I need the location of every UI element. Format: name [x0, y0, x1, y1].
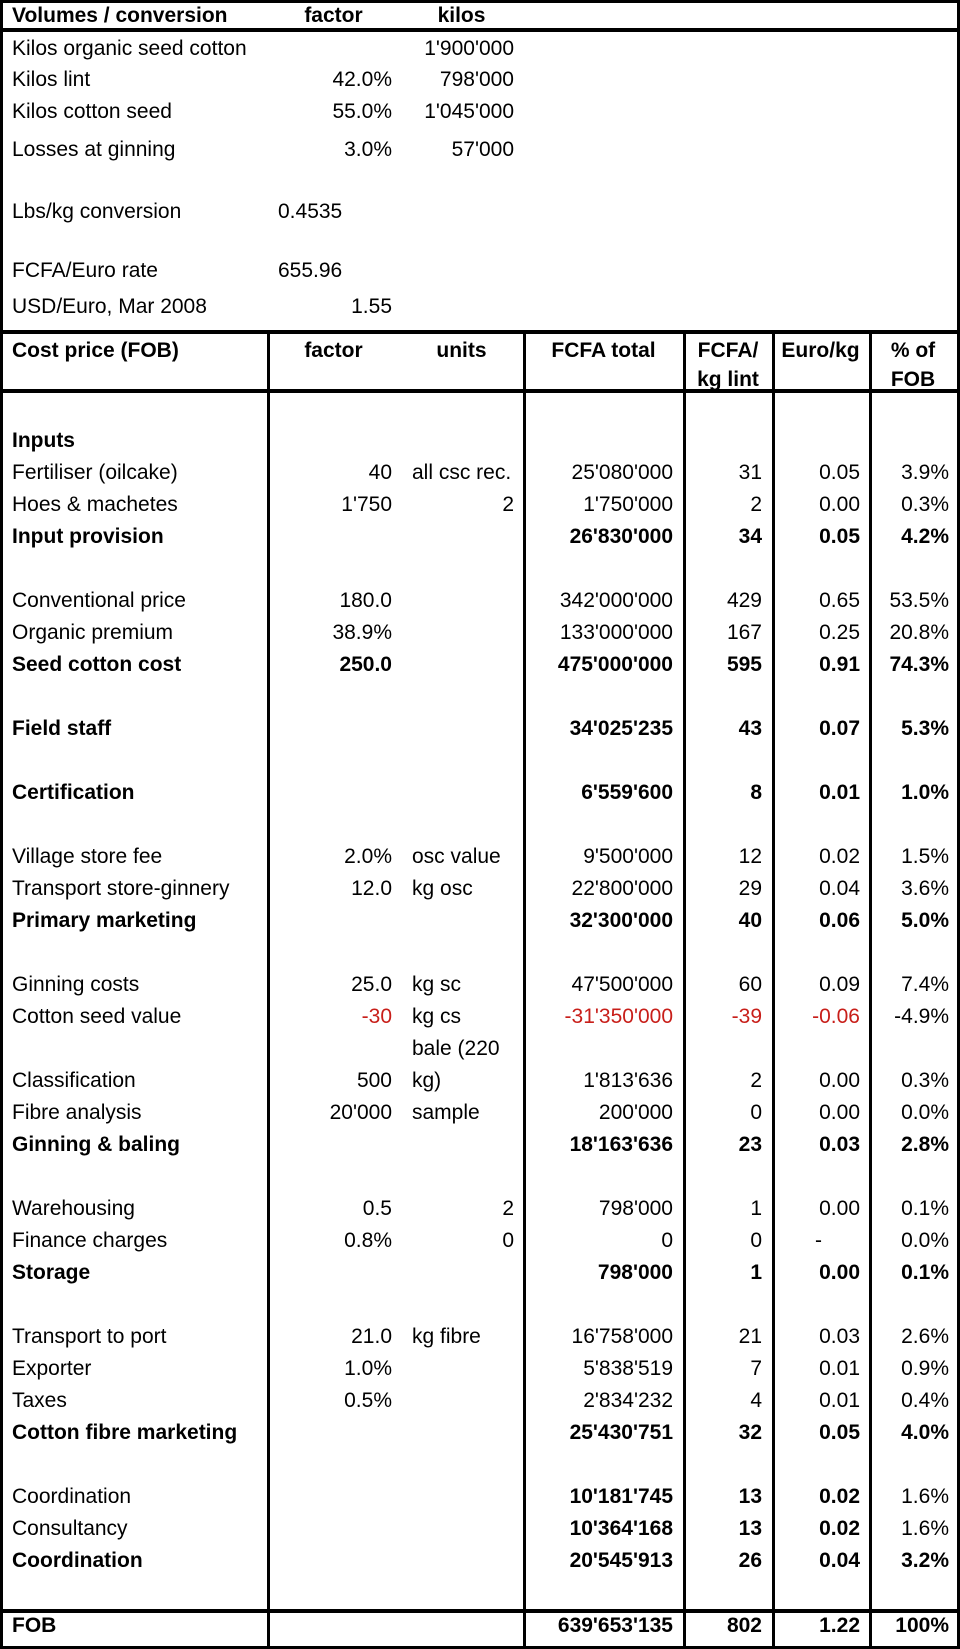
factor-cell: 20'000: [329, 1101, 392, 1124]
fcfa-per-kg-cell: 40: [738, 909, 762, 932]
pct-of-fob-cell: 0.9%: [901, 1357, 949, 1380]
pct-of-fob-cell: 0.3%: [901, 493, 949, 516]
fob-fcfa-total: 639'653'135: [557, 1613, 673, 1637]
cost-header-factor: factor: [304, 339, 363, 362]
fcfa-per-kg-cell: 12: [738, 845, 762, 868]
euro-per-kg-cell: -: [815, 1229, 822, 1252]
cost-row: [3, 425, 957, 457]
cost-row: [3, 1545, 957, 1577]
euro-per-kg-cell: 0.02: [819, 1485, 860, 1508]
fcfa-total-cell: 5'838'519: [583, 1357, 673, 1380]
volumes-kilos-value: 798'000: [439, 68, 514, 92]
fcfa-total-cell: 16'758'000: [571, 1325, 673, 1348]
volumes-factor-value: 655.96: [278, 259, 343, 283]
volumes-row: [3, 96, 957, 128]
cost-header-euro-per-kg: Euro/kg: [781, 339, 860, 362]
factor-cell: 500: [356, 1069, 392, 1092]
euro-per-kg-cell: 0.05: [819, 525, 860, 548]
euro-per-kg-cell: 0.01: [819, 1357, 860, 1380]
cost-header-row: [3, 334, 957, 393]
fcfa-per-kg-cell: 32: [738, 1421, 762, 1444]
cost-row-label: Input provision: [12, 525, 164, 548]
fcfa-total-cell: 133'000'000: [559, 621, 673, 644]
units-cell: kg): [412, 1069, 442, 1092]
fcfa-total-cell: 18'163'636: [569, 1133, 673, 1156]
cost-row: [3, 809, 957, 841]
euro-per-kg-cell: 0.00: [819, 1261, 860, 1284]
fcfa-total-cell: 798'000: [598, 1197, 673, 1220]
cost-row: [3, 905, 957, 937]
fcfa-total-cell: 9'500'000: [583, 845, 673, 868]
cost-row: [3, 713, 957, 745]
cost-row: [3, 649, 957, 681]
fcfa-per-kg-cell: 0: [750, 1229, 762, 1252]
fcfa-per-kg-cell: 167: [726, 621, 762, 644]
cost-row: [3, 1353, 957, 1385]
cost-row-label: Organic premium: [12, 621, 174, 644]
pct-of-fob-cell: 0.0%: [901, 1229, 949, 1252]
euro-per-kg-cell: 0.07: [819, 717, 860, 740]
euro-per-kg-cell: -0.06: [812, 1005, 860, 1028]
cost-row: [3, 937, 957, 969]
factor-cell: -30: [361, 1005, 392, 1028]
factor-cell: 0.5: [362, 1197, 392, 1220]
fcfa-per-kg-cell: 23: [738, 1133, 762, 1156]
fcfa-per-kg-cell: 8: [750, 781, 762, 804]
euro-per-kg-cell: 0.65: [819, 589, 860, 612]
fcfa-total-cell: 798'000: [597, 1261, 673, 1284]
fob-label: FOB: [12, 1613, 57, 1637]
euro-per-kg-cell: 0.00: [819, 493, 860, 516]
factor-cell: 12.0: [351, 877, 392, 900]
volumes-conversion-table: [3, 3, 957, 330]
fcfa-total-cell: 25'080'000: [571, 461, 673, 484]
cost-row: [3, 1321, 957, 1353]
cost-row-label: Taxes: [12, 1389, 67, 1412]
fcfa-per-kg-cell: 7: [750, 1357, 762, 1380]
fcfa-total-cell: 32'300'000: [569, 909, 673, 932]
fcfa-total-cell: 0: [661, 1229, 673, 1252]
fcfa-total-cell: -31'350'000: [564, 1005, 673, 1028]
pct-of-fob-cell: 4.0%: [901, 1421, 949, 1444]
cost-row-label: Coordination: [12, 1485, 132, 1508]
euro-per-kg-cell: 0.01: [819, 781, 860, 804]
factor-cell: 25.0: [351, 973, 392, 996]
pct-of-fob-cell: 3.9%: [901, 461, 949, 484]
volumes-kilos-value: 57'000: [451, 138, 514, 162]
euro-per-kg-cell: 0.02: [819, 845, 860, 868]
euro-per-kg-cell: 0.01: [819, 1389, 860, 1412]
cost-header-pct-line1: % of: [890, 339, 936, 362]
cost-row: [3, 1065, 957, 1097]
fcfa-per-kg-cell: 21: [738, 1325, 762, 1348]
fcfa-total-cell: 1'750'000: [583, 493, 673, 516]
units-cell: kg cs: [412, 1005, 462, 1028]
fcfa-total-cell: 25'430'751: [569, 1421, 673, 1444]
cost-row-label: Warehousing: [12, 1197, 135, 1220]
euro-per-kg-cell: 0.05: [819, 1421, 860, 1444]
euro-per-kg-cell: 0.02: [819, 1517, 860, 1540]
cost-header-fcfa-per-kg-line1: FCFA/: [697, 339, 759, 362]
fcfa-total-cell: 10'364'168: [569, 1517, 673, 1540]
cost-header-title: Cost price (FOB): [12, 339, 179, 362]
units-cell: kg sc: [412, 973, 462, 996]
factor-cell: 40: [368, 461, 392, 484]
euro-per-kg-cell: 0.00: [819, 1069, 860, 1092]
cost-row-label: Field staff: [12, 717, 112, 740]
fcfa-total-cell: 6'559'600: [581, 781, 673, 804]
fcfa-per-kg-cell: 31: [738, 461, 762, 484]
cost-header-pct-line2: FOB: [890, 368, 936, 391]
fcfa-total-cell: 22'800'000: [571, 877, 673, 900]
cost-rows: [3, 393, 957, 1609]
volumes-row: [3, 65, 957, 97]
volumes-row: [3, 135, 957, 167]
fob-fcfa-per-kg: 802: [726, 1613, 762, 1637]
volumes-row-label: USD/Euro, Mar 2008: [12, 294, 207, 318]
volumes-row-label: Lbs/kg conversion: [12, 199, 182, 223]
factor-cell: 180.0: [339, 589, 392, 612]
volumes-header-row: [3, 3, 957, 32]
column-divider: [267, 334, 270, 1646]
volumes-header-factor: factor: [304, 3, 363, 27]
cost-row: [3, 969, 957, 1001]
cost-row: [3, 1033, 957, 1065]
fcfa-per-kg-cell: 26: [738, 1549, 762, 1572]
units-cell: sample: [412, 1101, 480, 1124]
pct-of-fob-cell: 1.0%: [901, 781, 949, 804]
column-divider: [772, 334, 775, 1646]
fcfa-total-cell: 47'500'000: [571, 973, 673, 996]
cost-row-label: Primary marketing: [12, 909, 197, 932]
volumes-row-label: Kilos cotton seed: [12, 99, 172, 123]
fcfa-total-cell: 200'000: [598, 1101, 673, 1124]
factor-cell: 1'750: [341, 493, 392, 516]
cost-row: [3, 393, 957, 425]
cost-row-label: Exporter: [12, 1357, 92, 1380]
cost-header-units: units: [436, 339, 487, 362]
cost-row-label: Transport to port: [12, 1325, 167, 1348]
cost-header-fcfa-per-kg: [684, 336, 772, 389]
pct-of-fob-cell: 4.2%: [901, 525, 949, 548]
pct-of-fob-cell: 3.6%: [901, 877, 949, 900]
cost-row: [3, 1225, 957, 1257]
pct-of-fob-cell: 2.6%: [901, 1325, 949, 1348]
volumes-row-label: FCFA/Euro rate: [12, 259, 158, 283]
cost-row-label: Classification: [12, 1069, 136, 1092]
pct-of-fob-cell: 1.6%: [901, 1517, 949, 1540]
euro-per-kg-cell: 0.91: [819, 653, 860, 676]
euro-per-kg-cell: 0.04: [819, 877, 860, 900]
pct-of-fob-cell: 0.3%: [901, 1069, 949, 1092]
euro-per-kg-cell: 0.25: [819, 621, 860, 644]
cost-row: [3, 1161, 957, 1193]
euro-per-kg-cell: 0.04: [819, 1549, 860, 1572]
column-divider: [869, 334, 872, 1646]
pct-of-fob-cell: 74.3%: [889, 653, 949, 676]
cost-row: [3, 553, 957, 585]
cost-row: [3, 1097, 957, 1129]
fcfa-total-cell: 20'545'913: [569, 1549, 673, 1572]
fob-pct: 100%: [895, 1613, 949, 1637]
cost-row-label: Village store fee: [12, 845, 163, 868]
column-divider: [683, 334, 686, 1646]
cost-header-pct-of-fob: [869, 336, 957, 389]
cost-row: [3, 681, 957, 713]
units-cell: osc value: [412, 845, 501, 868]
volumes-row-label: Kilos organic seed cotton: [12, 36, 247, 60]
fcfa-total-cell: 342'000'000: [559, 589, 673, 612]
cost-row: [3, 585, 957, 617]
volumes-rows: [3, 32, 957, 323]
fcfa-per-kg-cell: 60: [738, 973, 762, 996]
units-cell: 0: [502, 1229, 514, 1252]
units-cell: all csc rec.: [412, 461, 512, 484]
fcfa-total-cell: 26'830'000: [569, 525, 673, 548]
fcfa-per-kg-cell: 13: [738, 1485, 762, 1508]
euro-per-kg-cell: 0.09: [819, 973, 860, 996]
fcfa-per-kg-cell: 43: [738, 717, 762, 740]
pct-of-fob-cell: 0.1%: [901, 1261, 949, 1284]
pct-of-fob-cell: -4.9%: [894, 1005, 949, 1028]
cost-row: [3, 841, 957, 873]
cost-row: [3, 1289, 957, 1321]
cost-row: [3, 1257, 957, 1289]
cost-row-label: Ginning & baling: [12, 1133, 180, 1156]
pct-of-fob-cell: 0.0%: [901, 1101, 949, 1124]
pct-of-fob-cell: 5.3%: [901, 717, 949, 740]
fcfa-total-cell: 10'181'745: [569, 1485, 673, 1508]
fcfa-per-kg-cell: 1: [750, 1261, 762, 1284]
fob-euro-per-kg: 1.22: [819, 1613, 860, 1637]
cost-row-label: Seed cotton cost: [12, 653, 182, 676]
fcfa-per-kg-cell: 1: [750, 1197, 762, 1220]
cost-header-fcfa-total: FCFA total: [551, 339, 656, 362]
volumes-factor-value: 3.0%: [344, 138, 392, 162]
pct-of-fob-cell: 1.6%: [901, 1485, 949, 1508]
cost-header-fcfa-per-kg-line2: kg lint: [697, 368, 759, 391]
fcfa-per-kg-cell: 2: [750, 493, 762, 516]
fcfa-total-cell: 34'025'235: [569, 717, 673, 740]
units-cell: kg osc: [412, 877, 473, 900]
volumes-factor-value: 55.0%: [332, 99, 392, 123]
cost-row: [3, 1513, 957, 1545]
cost-row: [3, 1481, 957, 1513]
cost-row-label: Ginning costs: [12, 973, 140, 996]
volumes-header-title: Volumes / conversion: [12, 3, 228, 27]
cost-row-label: Consultancy: [12, 1517, 128, 1540]
fcfa-per-kg-cell: 595: [726, 653, 762, 676]
cost-row-label: Finance charges: [12, 1229, 168, 1252]
volumes-row-label: Kilos lint: [12, 68, 91, 92]
fcfa-per-kg-cell: 2: [750, 1069, 762, 1092]
pct-of-fob-cell: 20.8%: [889, 621, 949, 644]
units-cell: 2: [502, 493, 514, 516]
cost-row-label: Coordination: [12, 1549, 143, 1572]
cost-row-label: Fertiliser (oilcake): [12, 461, 178, 484]
cost-row: [3, 489, 957, 521]
volumes-factor-value: 1.55: [351, 294, 392, 318]
volumes-row: [3, 33, 957, 65]
euro-per-kg-cell: 0.06: [819, 909, 860, 932]
cost-row-label: Hoes & machetes: [12, 493, 178, 516]
cost-row-label: Certification: [12, 781, 135, 804]
cost-row-label: Cotton seed value: [12, 1005, 182, 1028]
fcfa-total-cell: 2'834'232: [583, 1389, 673, 1412]
volumes-kilos-value: 1'900'000: [424, 36, 514, 60]
units-cell: bale (220: [412, 1037, 500, 1060]
volumes-factor-value: 42.0%: [332, 68, 392, 92]
pct-of-fob-cell: 7.4%: [901, 973, 949, 996]
cost-row: [3, 1385, 957, 1417]
pct-of-fob-cell: 5.0%: [901, 909, 949, 932]
factor-cell: 2.0%: [344, 845, 392, 868]
volumes-row: [3, 196, 957, 228]
cost-row: [3, 745, 957, 777]
fcfa-per-kg-cell: -39: [731, 1005, 762, 1028]
euro-per-kg-cell: 0.05: [819, 461, 860, 484]
cost-row-label: Fibre analysis: [12, 1101, 142, 1124]
volumes-header-kilos: kilos: [437, 3, 486, 27]
factor-cell: 1.0%: [344, 1357, 392, 1380]
volumes-row-label: Losses at ginning: [12, 138, 176, 162]
cost-row: [3, 457, 957, 489]
cost-row: [3, 617, 957, 649]
volumes-row: [3, 291, 957, 323]
factor-cell: 250.0: [339, 653, 392, 676]
cost-row-label: Storage: [12, 1261, 91, 1284]
column-divider: [523, 334, 526, 1646]
fcfa-per-kg-cell: 29: [738, 877, 762, 900]
units-cell: 2: [502, 1197, 514, 1220]
volumes-factor-value: 0.4535: [278, 199, 343, 223]
pct-of-fob-cell: 1.5%: [901, 845, 949, 868]
cost-row: [3, 873, 957, 905]
cost-row: [3, 1449, 957, 1481]
cost-row: [3, 1129, 957, 1161]
factor-cell: 0.8%: [344, 1229, 392, 1252]
euro-per-kg-cell: 0.03: [819, 1133, 860, 1156]
cost-row-label: Conventional price: [12, 589, 186, 612]
cost-row-label: Cotton fibre marketing: [12, 1421, 238, 1444]
cost-row: [3, 777, 957, 809]
fcfa-total-cell: 1'813'636: [583, 1069, 673, 1092]
cost-row-label: Inputs: [12, 429, 75, 452]
pct-of-fob-cell: 0.1%: [901, 1197, 949, 1220]
cost-row: [3, 1417, 957, 1449]
pct-of-fob-cell: 2.8%: [901, 1133, 949, 1156]
fcfa-per-kg-cell: 0: [750, 1101, 762, 1124]
pct-of-fob-cell: 53.5%: [889, 589, 949, 612]
euro-per-kg-cell: 0.03: [819, 1325, 860, 1348]
fcfa-total-cell: 475'000'000: [557, 653, 673, 676]
pct-of-fob-cell: 3.2%: [901, 1549, 949, 1572]
euro-per-kg-cell: 0.00: [819, 1197, 860, 1220]
fob-total-row: [3, 1609, 957, 1638]
fcfa-per-kg-cell: 13: [738, 1517, 762, 1540]
cost-row: [3, 521, 957, 553]
volumes-row: [3, 256, 957, 288]
cost-row: [3, 1577, 957, 1609]
cost-price-table: [3, 330, 957, 1646]
cost-row: [3, 1001, 957, 1033]
factor-cell: 21.0: [351, 1325, 392, 1348]
volumes-kilos-value: 1'045'000: [424, 99, 514, 123]
factor-cell: 38.9%: [332, 621, 392, 644]
units-cell: kg fibre: [412, 1325, 481, 1348]
cost-row-label: Transport store-ginnery: [12, 877, 230, 900]
pct-of-fob-cell: 0.4%: [901, 1389, 949, 1412]
fcfa-per-kg-cell: 4: [750, 1389, 762, 1412]
fcfa-per-kg-cell: 34: [738, 525, 762, 548]
cost-row: [3, 1193, 957, 1225]
fcfa-per-kg-cell: 429: [726, 589, 762, 612]
factor-cell: 0.5%: [344, 1389, 392, 1412]
euro-per-kg-cell: 0.00: [819, 1101, 860, 1124]
